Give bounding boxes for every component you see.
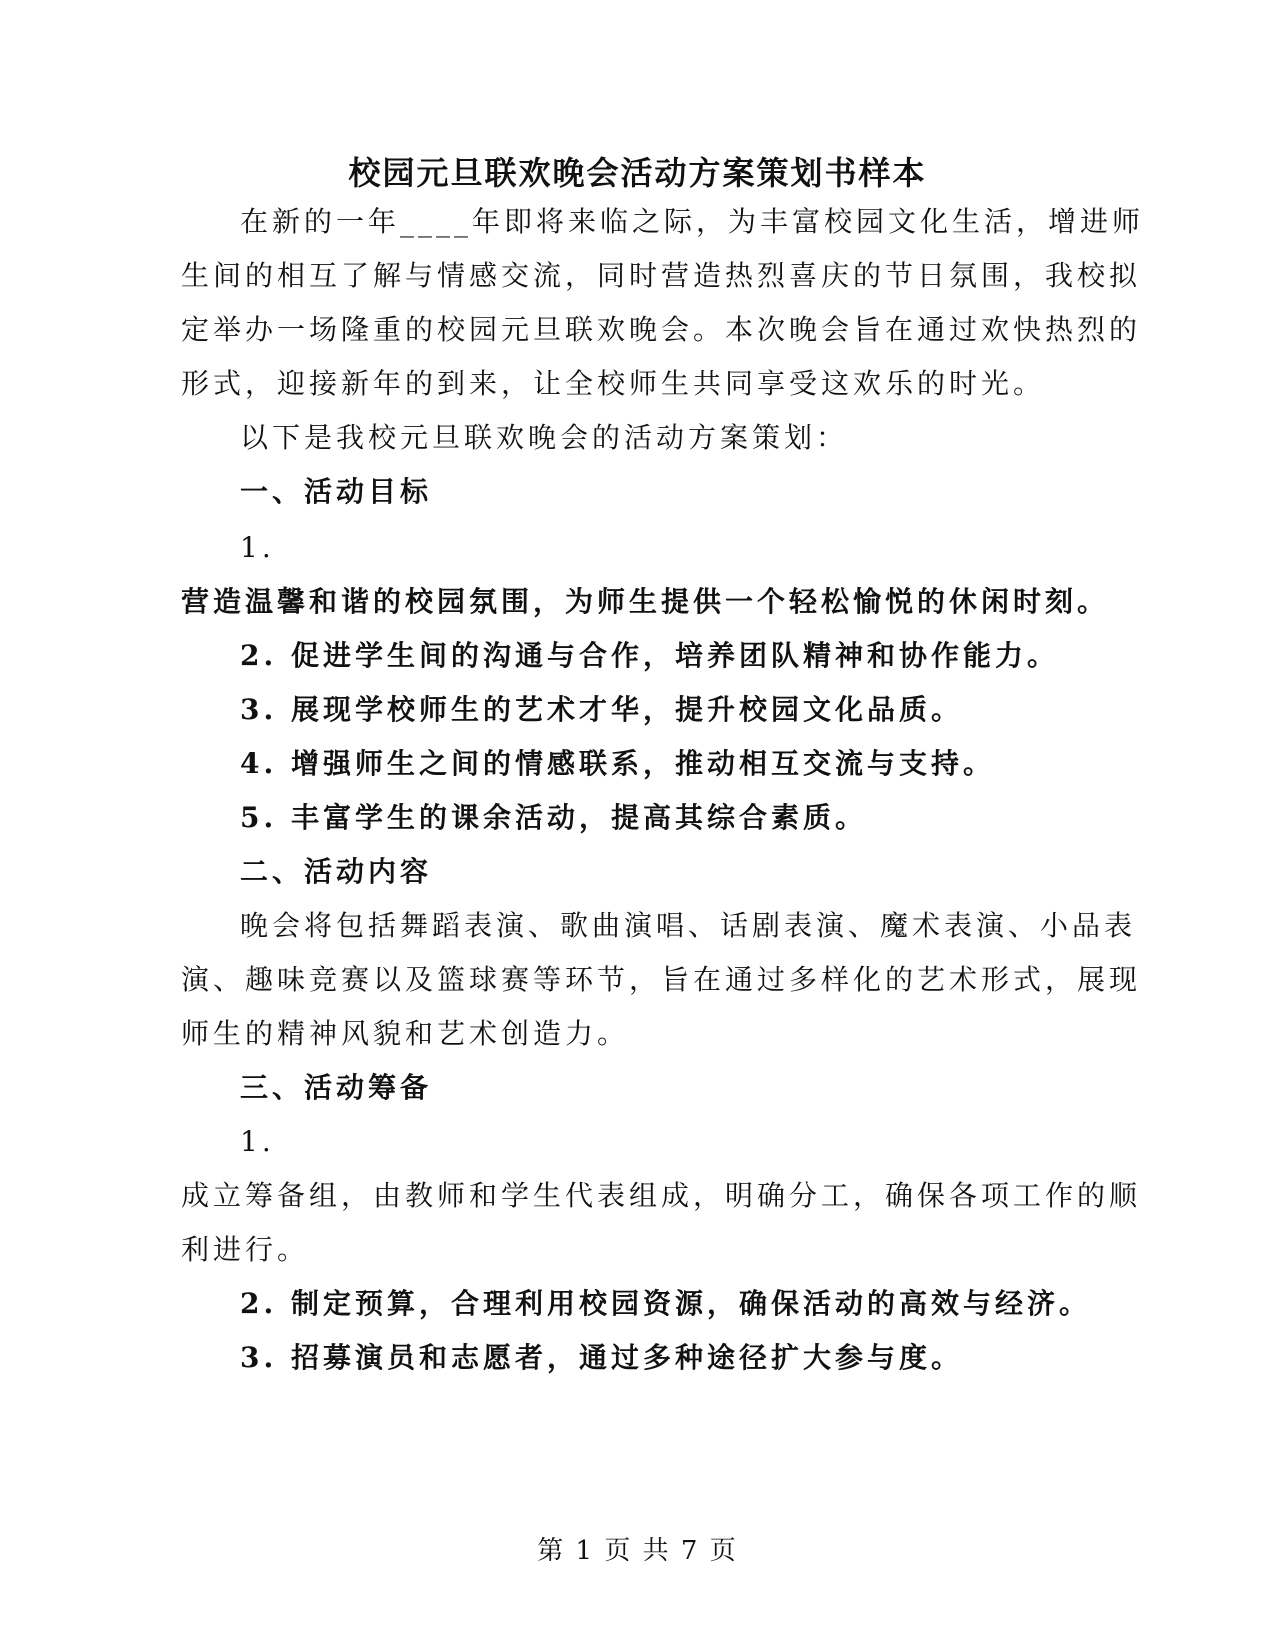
prep-item: 2. 制定预算，合理利用校园资源，确保活动的高效与经济。 [240,1287,1091,1320]
section-heading-goals: 一、活动目标 [240,475,433,508]
page-title: 校园元旦联欢晚会活动方案策划书样本 [348,154,927,192]
content-line: 演、趣味竞赛以及篮球赛等环节，旨在通过多样化的艺术形式，展现 [181,963,1142,996]
intro-line: 在新的一年____年即将来临之际，为丰富校园文化生活，增进师 [240,205,1145,238]
content-line: 师生的精神风貌和艺术创造力。 [181,1017,630,1050]
goal-item: 营造温馨和谐的校园氛围，为师生提供一个轻松愉悦的休闲时刻。 [181,585,1110,618]
prep-item-line: 成立筹备组，由教师和学生代表组成，明确分工，确保各项工作的顺 [181,1179,1142,1212]
prep-item-number: 1. [240,1125,275,1158]
prep-item-line: 利进行。 [181,1233,310,1266]
goal-item: 5. 丰富学生的课余活动，提高其综合素质。 [240,801,867,834]
intro-line: 形式，迎接新年的到来，让全校师生共同享受这欢乐的时光。 [181,367,1046,400]
page-footer: 第 1 页 共 7 页 [537,1536,738,1566]
section-heading-content: 二、活动内容 [240,855,433,888]
goal-item: 2. 促进学生间的沟通与合作，培养团队精神和协作能力。 [240,639,1059,672]
goal-item: 4. 增强师生之间的情感联系，推动相互交流与支持。 [240,747,995,780]
section-heading-preparation: 三、活动筹备 [240,1071,433,1104]
goal-item: 3. 展现学校师生的艺术才华，提升校园文化品质。 [240,693,963,726]
intro-line: 生间的相互了解与情感交流，同时营造热烈喜庆的节日氛围，我校拟 [181,259,1142,292]
goal-item-number: 1. [240,531,275,564]
prep-item: 3. 招募演员和志愿者，通过多种途径扩大参与度。 [240,1341,963,1374]
intro-line: 定举办一场隆重的校园元旦联欢晚会。本次晚会旨在通过欢快热烈的 [181,313,1142,346]
lead-paragraph: 以下是我校元旦联欢晚会的活动方案策划： [240,421,849,454]
content-line: 晚会将包括舞蹈表演、歌曲演唱、话剧表演、魔术表演、小品表 [240,909,1137,942]
